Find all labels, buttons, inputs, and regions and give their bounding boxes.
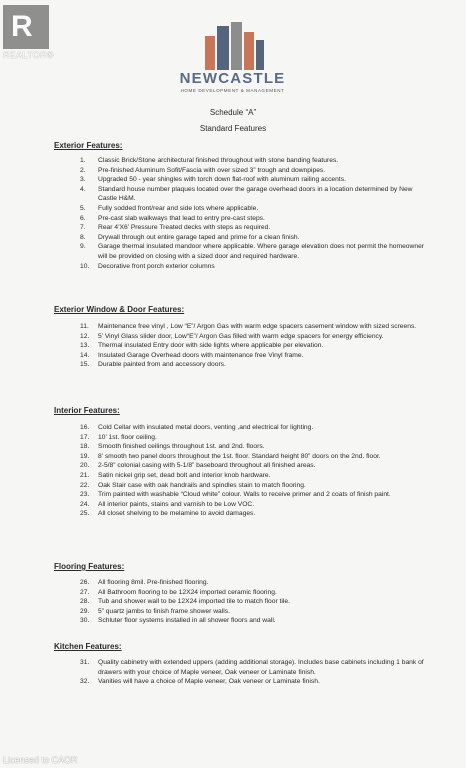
list-item: 27. All Bathroom flooring to be 12X24 imported ceramic flooring. bbox=[80, 588, 277, 596]
list-item: 15. Durable painted from and accessory doors. bbox=[80, 361, 226, 369]
list-item: 29. 5” quartz jambs to finish frame shower walls. bbox=[80, 607, 230, 615]
exterior-list bbox=[80, 156, 425, 271]
list-item: 4. Standard house number plaques located over the garage overhead doors in a location determined by New Castle H&M. bbox=[80, 185, 413, 203]
list-item: 32. Vanities will have a choice of Maple veneer, Oak veneer or Laminate finish. bbox=[80, 678, 320, 686]
list-item: 24. All interior paints, stains and varnish to be Low VOC. bbox=[80, 500, 255, 508]
license-watermark: Licensed to CAOR bbox=[3, 755, 78, 765]
standard-features-heading: Standard Features bbox=[199, 124, 267, 133]
window-door-list bbox=[80, 322, 425, 370]
list-item: 9. Garage thermal insulated mandoor where applicable. Where garage elevation does not permit the homeowner will be provided on closing with a sized door and required hardware. bbox=[80, 243, 425, 260]
logo-tagline: HOME DEVELOPMENT & MANAGEMENT bbox=[180, 88, 285, 93]
section-title-flooring: Flooring Features: bbox=[54, 562, 125, 571]
flooring-list bbox=[80, 578, 425, 626]
list-item: 10. Decorative front porch exterior columns bbox=[80, 262, 215, 270]
list-item: 28. Tub and shower wall to be 12X24 imported tile to match floor tile. bbox=[80, 598, 290, 606]
list-item: 18. Smooth finished ceilings throughout 1st. and 2nd. floors. bbox=[80, 443, 265, 451]
list-item: 31. Quality cabinetry with extended uppers (adding additional storage). Includes base cabinets including 1 bank of drawers with your choice of Maple veneer, Oak veneer or Laminate finish. bbox=[80, 659, 424, 676]
list-item: 13. Thermal insulated Entry door with side lights where applicable per elevation. bbox=[80, 342, 324, 350]
list-item: 23. Trim painted with washable “Cloud white” colour. Walls to receive primer and 2 coats of finish paint. bbox=[80, 491, 391, 499]
list-item: 8. Drywall through out entire garage taped and prime for a clean finish. bbox=[80, 233, 300, 241]
list-item: 5. Fully sodded front/rear and side lots where applicable. bbox=[80, 204, 259, 212]
newcastle-logo bbox=[175, 20, 290, 100]
building-skyline-icon bbox=[175, 20, 290, 72]
realtor-label: REALTOR® bbox=[3, 50, 54, 60]
list-item: 1. Classic Brick/Stone architectural finished throughout with stone banding features. bbox=[80, 157, 339, 164]
list-item: 30. Schluter floor systems installed in all shower floors and wall. bbox=[80, 617, 276, 625]
list-item: 12. 5’ Vinyl Glass slider door, Low“E”/ Argon Gas filled with warm edge spacers for energy efficiency. bbox=[80, 332, 384, 340]
kitchen-list bbox=[80, 658, 425, 687]
realtor-logo-icon: R bbox=[3, 5, 49, 49]
list-item: 22. Oak Stair case with oak handrails and spindles stain to match flooring. bbox=[80, 481, 306, 489]
section-title-interior: Interior Features: bbox=[54, 406, 120, 415]
list-item: 16. Cold Cellar with insulated metal doors, venting ,and electrical for lighting. bbox=[80, 424, 314, 431]
list-item: 17. 10’ 1st. floor ceiling. bbox=[80, 433, 157, 441]
section-title-window-door: Exterior Window & Door Features: bbox=[54, 305, 185, 314]
list-item: 3. Upgraded 50 - year shingles with torch down flat-roof with aluminum railing accents. bbox=[80, 176, 346, 184]
list-item: 7. Rear 4’X6’ Pressure Treated decks with steps as required. bbox=[80, 224, 271, 232]
schedule-heading: Schedule “A” bbox=[209, 108, 257, 117]
interior-list bbox=[80, 423, 425, 519]
list-item: 11. Maintenance free vinyl , Low “E”/ Argon Gas with warm edge spacers casement window with sized screens. bbox=[80, 323, 417, 330]
list-item: 14. Insulated Garage Overhead doors with maintenance free Vinyl frame. bbox=[80, 351, 304, 359]
realtor-watermark bbox=[3, 5, 55, 60]
list-item: 25. All closet shelving to be melamine to avoid damages. bbox=[80, 510, 256, 518]
list-item: 19. 8’ smooth two panel doors throughout the 1st. floor. Standard height 80” doors on the 2nd. floor. bbox=[80, 452, 381, 460]
list-item: 20. 2-5/8” colonial casing with 5-1/8” baseboard throughout all finished areas. bbox=[80, 462, 316, 470]
section-title-kitchen: Kitchen Features: bbox=[54, 642, 122, 651]
logo-name: NEWCASTLE bbox=[179, 70, 286, 87]
list-item: 6. Pre-cast slab walkways that lead to entry pre-cast steps. bbox=[80, 214, 265, 222]
list-item: 26. All flooring 8mil. Pre-finished flooring. bbox=[80, 579, 209, 586]
list-item: 21. Satin nickel grip set, dead bolt and interior knob hardware. bbox=[80, 471, 271, 479]
list-item: 2. Pre-finished Aluminum Sofit/Fascia with over sized 3” trough and downpipes. bbox=[80, 166, 326, 174]
section-title-exterior: Exterior Features: bbox=[54, 141, 123, 150]
